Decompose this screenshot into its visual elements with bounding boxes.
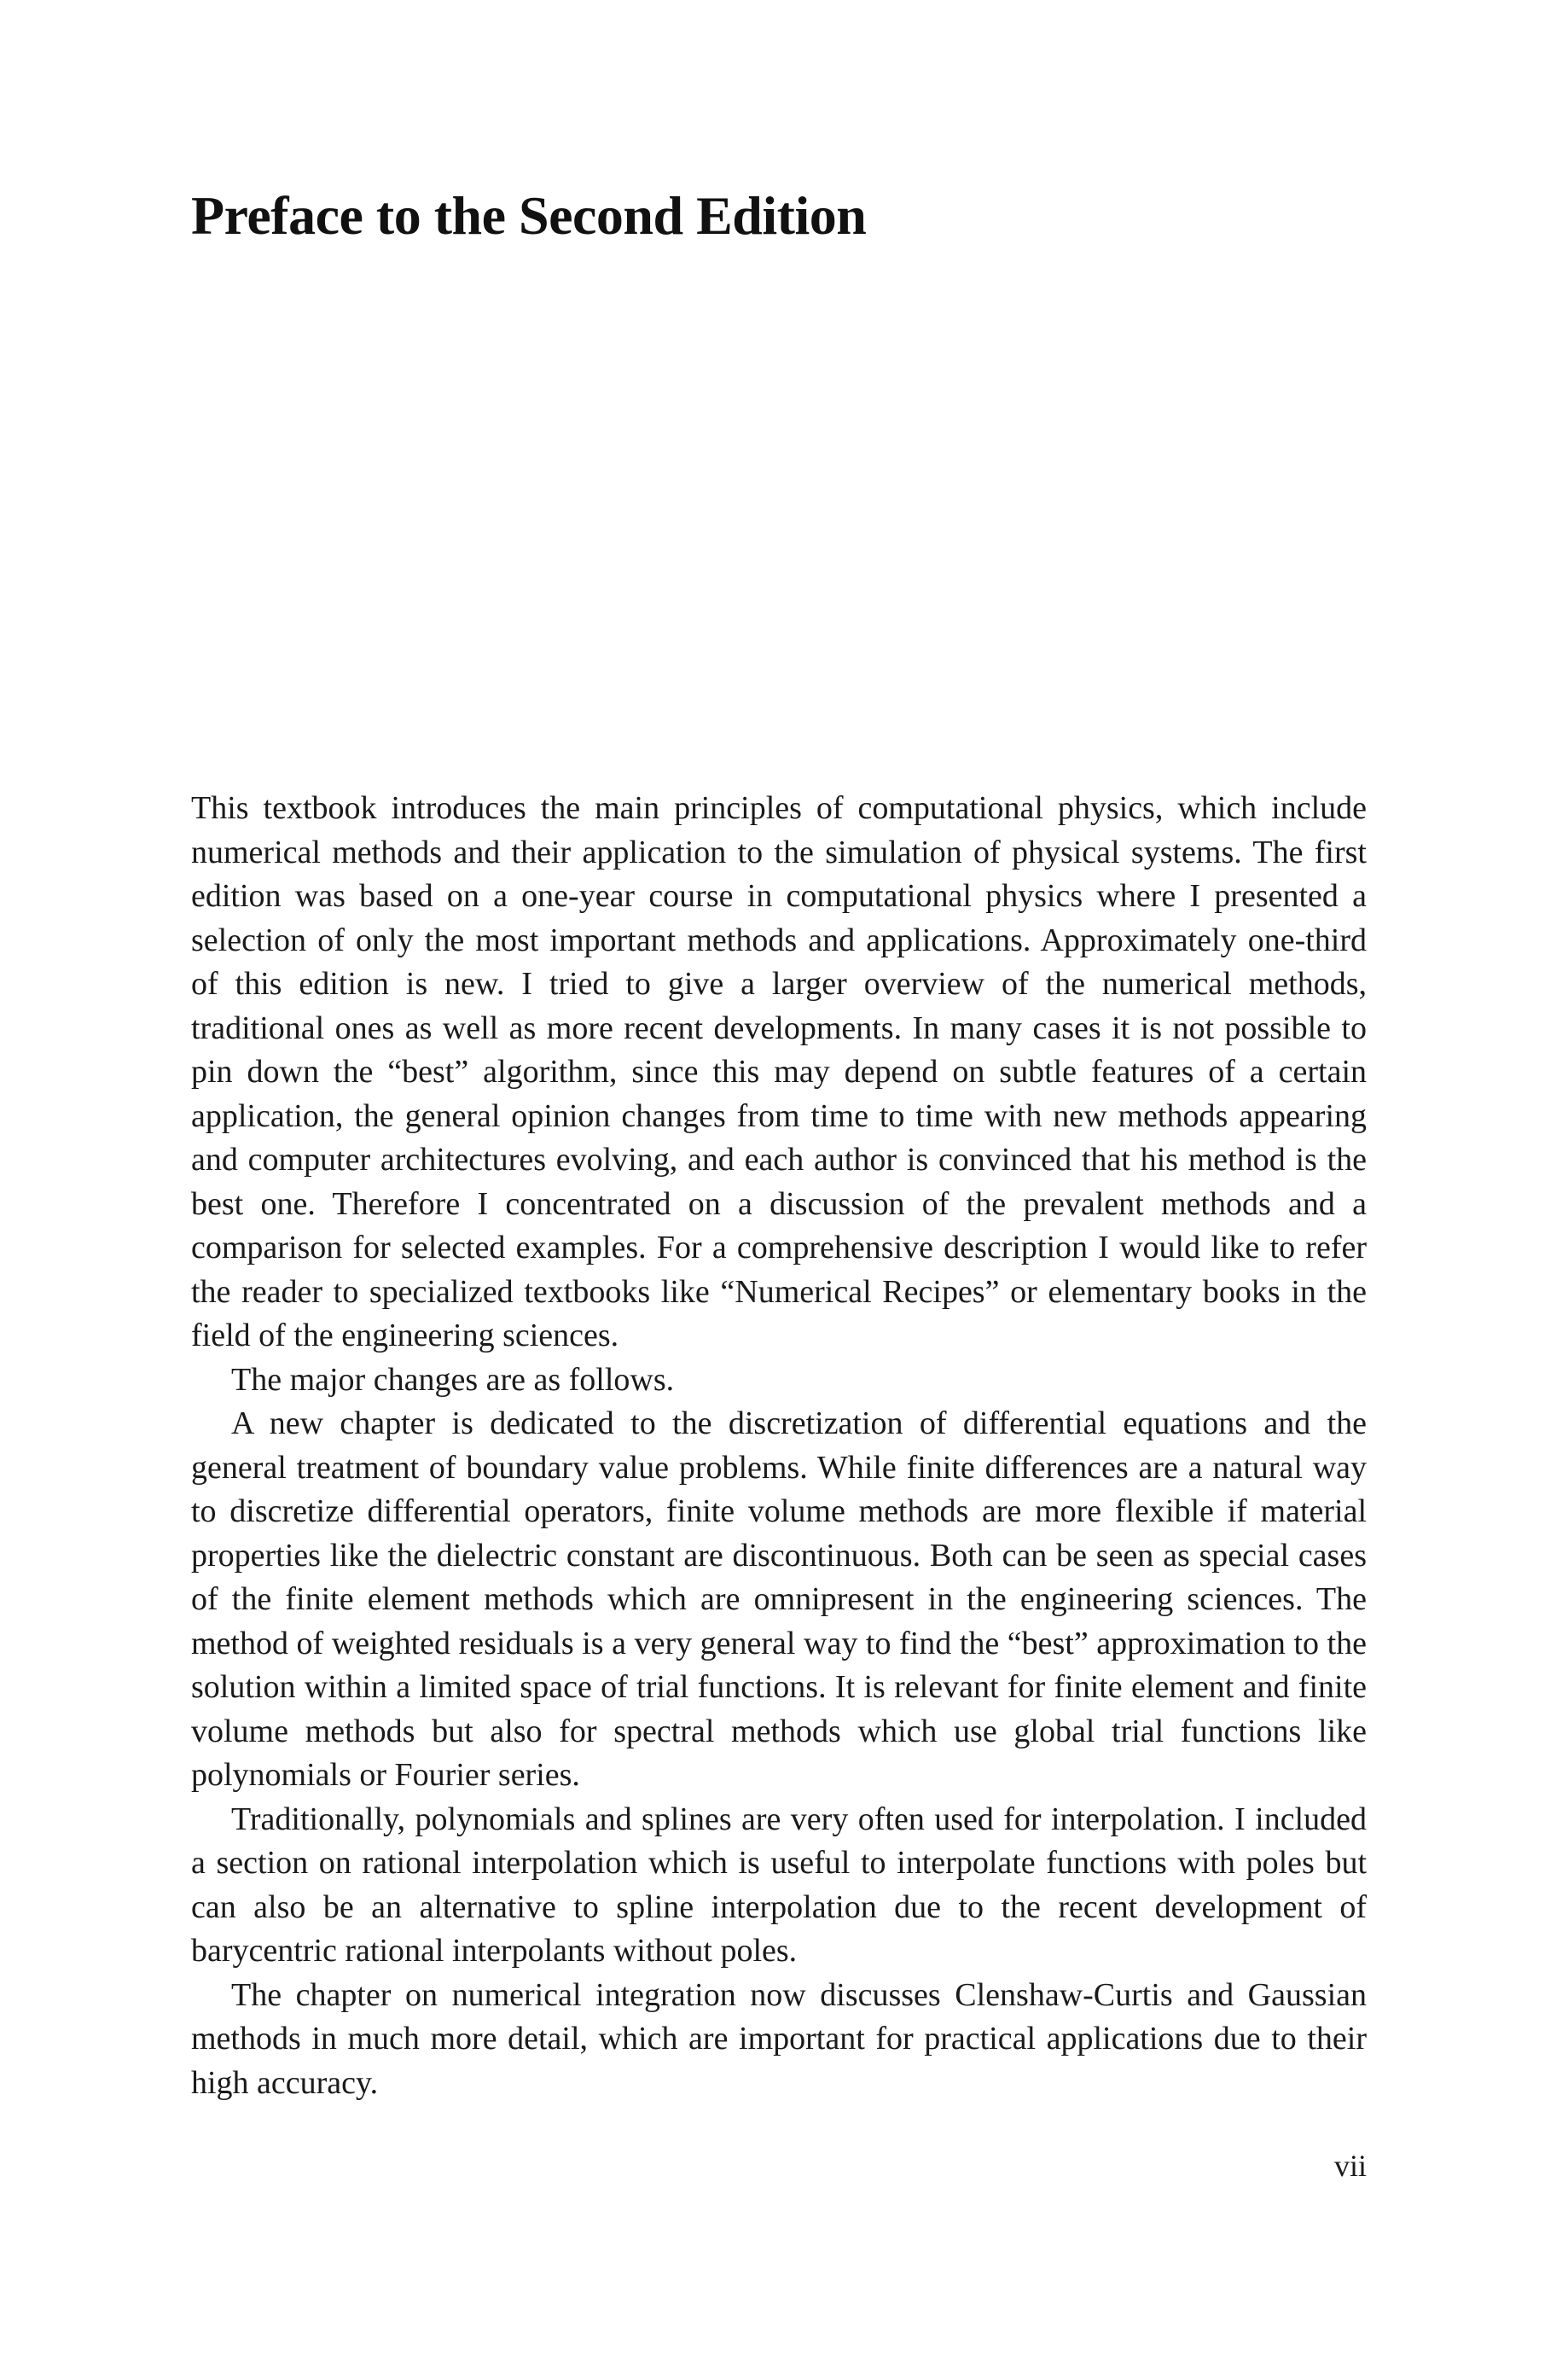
paragraph-intro: This textbook introduces the main principles of computational physics, which include numerical methods and their application to the simulation of physical systems. The first edition was based on a one-year course in computational physics where I presented a selection of only the most important methods and applications. Approximately one-third of this edition is new. I tried to give a larger overview of the numerical methods, traditional ones as well as more recent developments. In many cases it is not possible to pin down the “best” algorithm, since this may depend on subtle features of a certain application, the general opinion changes from time to time with new methods appearing and computer architectures evolving, and each author is convinced that his method is the best one. Therefore I concentrated on a discussion of the prevalent methods and a comparison for selected examples. For a comprehensive description I would like to refer the reader to specialized textbooks like “Numerical Recipes” or elementary books in the field of the engineering sciences. bbox=[191, 790, 1367, 1353]
chapter-title: Preface to the Second Edition bbox=[191, 185, 867, 246]
page-number: vii bbox=[1333, 2149, 1367, 2183]
preface-body bbox=[191, 787, 1367, 2105]
paragraph-major-changes: The major changes are as follows. bbox=[231, 1361, 675, 1398]
paragraph-integration: The chapter on numerical integration now discusses Clenshaw-Curtis and Gaussian methods in much more detail, which are important for practical applications due to their high accuracy. bbox=[191, 1976, 1367, 2101]
paragraph-new-chapter: A new chapter is dedicated to the discretization of differential equations and the general treatment of boundary value problems. While finite differences are a natural way to discretize differential operators, finite volume methods are more flexible if material properties like the dielectric constant are discontinuous. Both can be seen as special cases of the finite element methods which are omnipresent in the engineering sciences. The method of weighted residuals is a very general way to find the “best” approximation to the solution within a limited space of trial functions. It is relevant for finite element and finite volume methods but also for spectral methods which use global trial functions like polynomials or Fourier series. bbox=[191, 1405, 1367, 1793]
paragraph-interpolation: Traditionally, polynomials and splines are very often used for interpolation. I included a section on rational interpolation which is useful to interpolate functions with poles but can also be an alternative to spline interpolation due to the recent development of barycentric rational interpolants without poles. bbox=[191, 1801, 1367, 1969]
